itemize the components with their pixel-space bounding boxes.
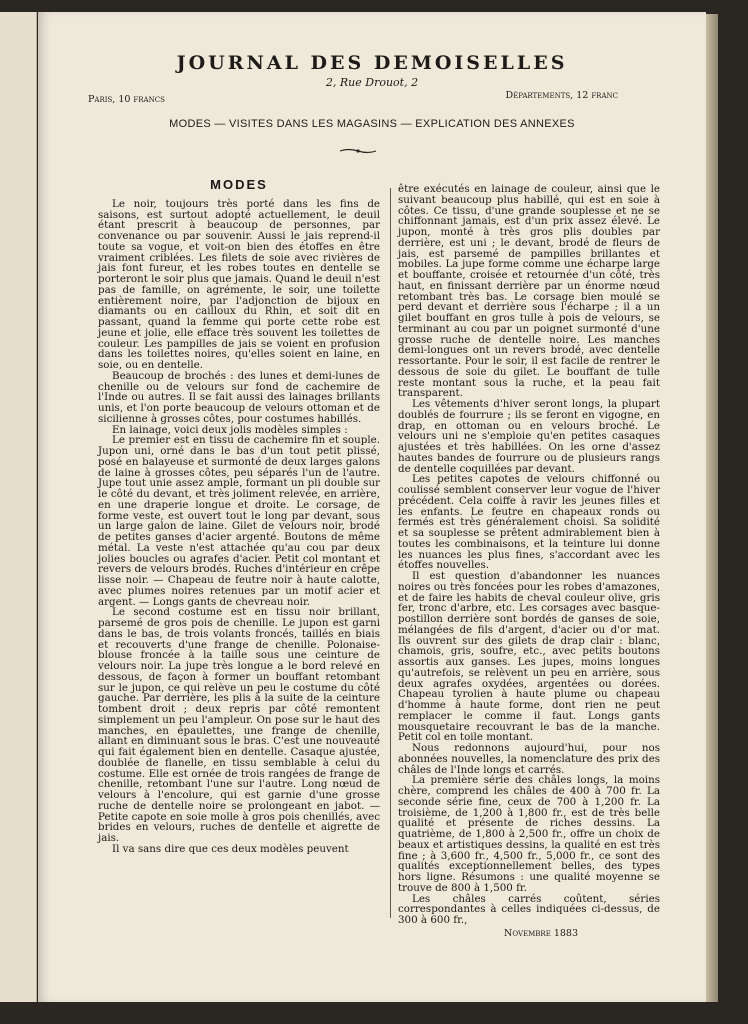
paragraph: Le premier est en tissu de cachemire fin et souple. Jupon uni, orné dans le bas d'un tout petit plissé, posé en balayeuse et surmonté de deux larges galons de laine à grosses côtes, peu séparés l'un de l'autre. Jupe tout unie assez ample, formant un pli double sur le côté du devant, et très joliment relevée, en arrière, en une draperie longue et droite. Le corsage, de forme veste, est ouvert tout le long par devant, sous un large galon de laine. Gilet de velours noir, brodé de petites ganses d'acier argenté. Boutons de même métal. La veste n'est attachée qu'au cou par deux jolies boucles ou agrafes d'acier. Petit col montant et revers de velours brodés. Ruches d'intérieur en crêpe lisse noir. — Chapeau de feutre noir à haute calotte, avec plumes noires retenues par un motif acier et argent. — Longs gants de chevreau noir. xyxy=(98,434,380,608)
previous-page-edge xyxy=(0,12,37,1002)
paragraph: Le noir, toujours très porté dans les fins de saisons, est surtout adopté actuellement, le deuil étant prescrit à beaucoup de personnes, par convenance ou par souvenir. Aussi le jais reprend-il toute sa vogue, et voit-on bien des étoffes en être vraiment criblées. Les filets de soie avec rivières de jais font fureur, et les robes toutes en dentelle se porteront le soir plus que jamais. Quand le deuil n'est pas de famille, on agrémente, le soir, une toilette entièrement noire, par l'adjonction de bijoux en diamants ou en cailloux du Rhin, et soit dit en passant, quand la femme qui porte cette robe est jeune et jolie, elle efface très souvent les toilettes de couleur. Les pampilles de jais se voient en profusion dans les toilettes noires, qu'elles soient en laine, en soie, ou en dentelle. xyxy=(98,197,380,371)
masthead-address: 2, Rue Drouot, 2 xyxy=(325,76,419,89)
paragraph: Les petites capotes de velours chiffonné ou coulissé semblent conserver leur vogue de l'hiver précédent. Cela coiffe à ravir les jeunes filles et les enfants. Le feutre en chapeaux ronds ou fermés est très généralement choisi. Sa solidité et sa souplesse se prêtent admirablement bien à toutes les combinaisons, et la teinture lui donne les nuances les plus fines, s'accordant avec les étoffes nouvelles. xyxy=(398,473,660,572)
paragraph: Nous redonnons aujourd'hui, pour nos abonnées nouvelles, la nomenclature des prix des châles de l'Inde longs et carrés. xyxy=(398,742,660,776)
article-column-right xyxy=(398,184,660,926)
paragraph: Il est question d'abandonner les nuances noires ou très foncées pour les robes d'amazones, et de faire les habits de cheval couleur olive, gris fer, tronc d'arbre, etc. Les corsages avec basque-postillon derrière sont bordés de ganses de soie, mélangées de fils d'argent, d'acier ou d'or mat. Ils ouvrent sur des gilets de drap clair : blanc, chamois, gris, soufre, etc., avec petits boutons assortis aux ganses. Les jupes, moins longues qu'autrefois, se relèvent un peu en arrière, sous deux agrafes oxydées, argentées ou dorées. Chapeau tyrolien à haute plume ou chapeau d'homme à haute forme, dont rien ne peut remplacer le comme il faut. Longs gants mousquetaire recouvrant le bas de la manche. Petit col en toile montant. xyxy=(398,570,660,744)
column-divider xyxy=(390,188,391,918)
journal-page xyxy=(38,12,706,1002)
article-title: MODES xyxy=(210,177,268,192)
ornament-divider xyxy=(338,148,378,154)
paragraph: Les châles carrés coûtent, séries correspondantes à celles indiquées ci-dessus, de 300 à 600 fr., xyxy=(398,892,660,926)
paragraph: En lainage, voici deux jolis modèles simples : xyxy=(112,423,348,436)
paragraph: Il va sans dire que ces deux modèles peuvent xyxy=(112,842,349,855)
paragraph: La première série des châles longs, la moins chère, comprend les châles de 400 à 700 fr. La seconde série fine, ceux de 700 à 1,200 fr. La troisième, de 1,200 à 1,800 fr., est de très belle qualité et présente de riches dessins. La quatrième, de 1,800 à 2,500 fr., offre un choix de beaux et artistiques dessins, la qualité en est très fine ; à 3,600 fr., 4,500 fr., 5,000 fr., ce sont des qualités exceptionnellement belles, des types hors ligne. Résumons : une qualité moyenne se trouve de 800 à 1,500 fr. xyxy=(398,774,660,894)
masthead-title: JOURNAL DES DEMOISELLES xyxy=(176,52,568,74)
paragraph: Les vêtements d'hiver seront longs, la plupart doublés de fourrure ; ils se feront en vigogne, en drap, en ottoman ou en velours broché. Le velours uni ne s'emploie qu'en petites casaques ajustées et très habillées. On les orne d'assez hautes bandes de fourrure ou de plusieurs rangs de dentelle coquillées par devant. xyxy=(398,398,660,475)
section-heading: MODES — VISITES DANS LES MAGASINS — EXPLICATION DES ANNEXES xyxy=(169,118,575,130)
paragraph: être exécutés en lainage de couleur, ainsi que le suivant beaucoup plus habillé, qui est en soie à côtes. Ce tissu, d'une grande souplesse et ne se chiffonnant jamais, est d'un prix assez élevé. Le jupon, monté à très gros plis doubles par derrière, est uni ; le devant, brodé de fleurs de jais, est parsemé de pampilles brillantes et mobiles. La jupe forme comme une écharpe large et bouffante, croisée et retournée d'un côté, très haut, en finissant derrière par un énorme nœud retombant très bas. Le corsage bien moulé se perd devant et derrière sous l'écharpe ; il a un gilet bouffant en gros tulle à pois de velours, se terminant au cou par un poignet surmonté d'une grosse ruche de dentelle noire. Les manches demi-longues ont un revers brodé, avec dentelle ressortante. Pour le soir, il est facile de rentrer le dessous de soie du gilet. Le bouffant de tulle reste montant sous la ruche, et la peau fait transparent. xyxy=(398,183,660,400)
issue-date: Novembre 1883 xyxy=(504,928,578,939)
paragraph: Le second costume est en tissu noir brillant, parsemé de gros pois de chenille. Le jupon est garni dans le bas, de trois volants froncés, taillés en biais et recouverts d'une frange de chenille. Polonaise-blouse froncée à la taille sous une ceinture de velours noir. La jupe très longue a le bord relevé en dessous, de façon à former un bouffant retombant sur le jupon, ce qui relève un peu le costume du côté gauche. Par derrière, les plis à la suite de la ceinture tombent droit ; deux repris par côté remontent simplement un peu l'ampleur. On pose sur le haut des manches, en épaulettes, une frange de chenille, allant en diminuant sous le bras. C'est une nouveauté qui fait également bien en dentelle. Casaque ajustée, doublée de flanelle, en tissu semblable à celui du costume. Elle est ornée de trois rangées de frange de chenille, retombant l'une sur l'autre. Long nœud de velours à l'encolure, qui est garnie d'une grosse ruche de dentelle noire se prolongeant en jabot. — Petite capote en soie molle à gros pois chenillés, avec brides en velours, ruches de dentelle et aigrette de jais. xyxy=(98,606,380,844)
price-paris: Paris, 10 francs xyxy=(88,94,165,105)
price-departements: Départements, 12 franc xyxy=(505,90,618,101)
paragraph: Beaucoup de brochés : des lunes et demi-lunes de chenille ou de velours sur fond de cachemire de l'Inde ou autres. Il se fait aussi des lainages brillants unis, et l'on porte beaucoup de velours ottoman et de sicilienne à grosses côtes, pour costumes habillés. xyxy=(98,369,380,425)
article-column-left xyxy=(98,177,380,855)
page-edge-right xyxy=(706,14,718,1002)
